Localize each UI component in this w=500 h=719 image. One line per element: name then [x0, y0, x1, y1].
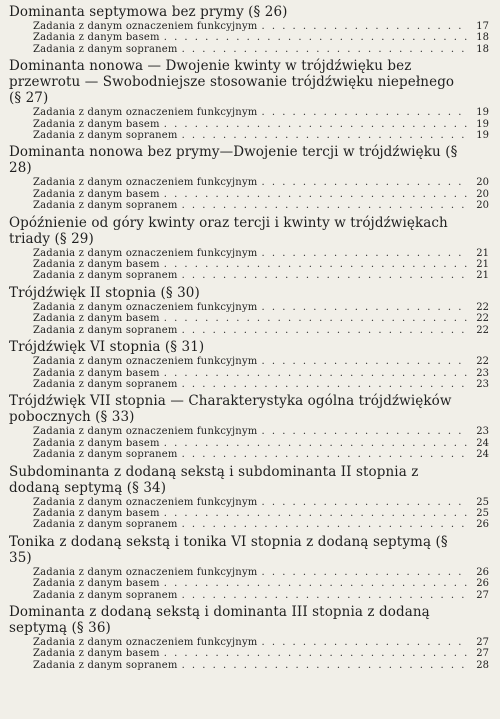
- entry-label: Zadania z danym sopranem: [33, 449, 178, 461]
- entry-list: [9, 567, 489, 601]
- toc-entry: [9, 368, 489, 379]
- toc-section: [9, 393, 489, 460]
- page-number: 22: [476, 356, 489, 368]
- dot-leader: [261, 21, 467, 32]
- toc-entry: [9, 567, 489, 578]
- dot-leader: [164, 648, 467, 659]
- toc-entry: [9, 32, 489, 43]
- toc-entry: [9, 302, 489, 313]
- entry-label: Zadania z danym basem: [33, 648, 160, 660]
- page-number: 23: [476, 378, 489, 390]
- dot-leader: [182, 200, 467, 211]
- page-number: 27: [476, 636, 489, 648]
- page-number: 20: [476, 177, 489, 189]
- page-number: 22: [476, 313, 489, 325]
- entry-label: Zadania z danym oznaczeniem funkcyjnym: [33, 107, 258, 119]
- entry-list: [9, 497, 489, 531]
- page-number: 20: [476, 200, 489, 212]
- toc-entry: [9, 438, 489, 449]
- toc-entry: [9, 189, 489, 200]
- toc-entry: [9, 259, 489, 270]
- page-number: 18: [476, 32, 489, 44]
- entry-label: Zadania z danym oznaczeniem funkcyjnym: [33, 21, 258, 32]
- entry-label: Zadania z danym basem: [33, 313, 160, 325]
- toc-entry: [9, 379, 489, 390]
- page-number: 24: [476, 437, 489, 449]
- entry-label: Zadania z danym oznaczeniem funkcyjnym: [33, 566, 258, 578]
- entry-label: Zadania z danym sopranem: [33, 324, 178, 336]
- page-number: 23: [476, 367, 489, 379]
- toc-section: [9, 144, 489, 211]
- dot-leader: [164, 508, 467, 519]
- page-number: 20: [476, 188, 489, 200]
- entry-list: [9, 637, 489, 671]
- section-title: Subdominanta z dodaną sekstą i subdominanta II stopnia z dodaną septymą (§ 34): [9, 463, 419, 496]
- dot-leader: [182, 325, 467, 336]
- page-number: 25: [476, 496, 489, 508]
- entry-list: [9, 107, 489, 141]
- section-title: Trójdźwięk VI stopnia (§ 31): [9, 339, 205, 356]
- entry-label: Zadania z danym sopranem: [33, 659, 178, 671]
- page-number: 21: [476, 247, 489, 259]
- section-title: Trójdźwięk VII stopnia — Charakterystyka ogólna trójdźwięków pobocznych (§ 33): [9, 393, 452, 426]
- toc-entry: [9, 119, 489, 130]
- toc-entry: [9, 578, 489, 589]
- page-number: 25: [476, 507, 489, 519]
- page-number: 26: [476, 519, 489, 531]
- dot-leader: [261, 177, 467, 188]
- entry-label: Zadania z danym oznaczeniem funkcyjnym: [33, 247, 258, 259]
- toc-entry: [9, 325, 489, 336]
- toc-entry: [9, 637, 489, 648]
- dot-leader: [182, 590, 467, 601]
- entry-label: Zadania z danym basem: [33, 118, 160, 130]
- dot-leader: [261, 107, 467, 118]
- page-number: 21: [476, 259, 489, 271]
- toc-entry: [9, 313, 489, 324]
- dot-leader: [261, 497, 467, 508]
- entry-label: Zadania z danym sopranem: [33, 519, 178, 531]
- toc-entry: [9, 44, 489, 55]
- entry-label: Zadania z danym sopranem: [33, 589, 178, 601]
- entry-label: Zadania z danym basem: [33, 578, 160, 590]
- dot-leader: [164, 368, 467, 379]
- entry-list: [9, 21, 489, 55]
- page-number: 23: [476, 426, 489, 438]
- toc-entry: [9, 356, 489, 367]
- page-number: 22: [476, 324, 489, 336]
- entry-label: Zadania z danym oznaczeniem funkcyjnym: [33, 356, 258, 368]
- entry-label: Zadania z danym sopranem: [33, 270, 178, 282]
- entry-list: [9, 426, 489, 460]
- table-of-contents: [9, 4, 489, 674]
- toc-entry: [9, 648, 489, 659]
- page-number: 19: [476, 118, 489, 130]
- toc-entry: [9, 449, 489, 460]
- dot-leader: [182, 270, 467, 281]
- dot-leader: [182, 130, 467, 141]
- entry-label: Zadania z danym sopranem: [33, 378, 178, 390]
- entry-label: Zadania z danym sopranem: [33, 200, 178, 212]
- page-number: 17: [476, 21, 489, 32]
- toc-entry: [9, 130, 489, 141]
- toc-entry: [9, 200, 489, 211]
- dot-leader: [261, 356, 467, 367]
- entry-list: [9, 177, 489, 211]
- entry-label: Zadania z danym basem: [33, 32, 160, 44]
- section-title: Dominanta nonowa bez prymy—Dwojenie tercji w trójdźwięku (§ 28): [9, 144, 458, 177]
- toc-entry: [9, 107, 489, 118]
- section-title: Dominanta z dodaną sekstą i dominanta III stopnia z dodaną septymą (§ 36): [9, 603, 430, 636]
- toc-section: [9, 4, 489, 55]
- entry-label: Zadania z danym basem: [33, 507, 160, 519]
- page-number: 24: [476, 449, 489, 461]
- dot-leader: [182, 519, 467, 530]
- toc-entry: [9, 508, 489, 519]
- entry-label: Zadania z danym oznaczeniem funkcyjnym: [33, 301, 258, 313]
- dot-leader: [182, 44, 467, 55]
- entry-label: Zadania z danym oznaczeniem funkcyjnym: [33, 177, 258, 189]
- dot-leader: [182, 449, 467, 460]
- page-number: 27: [476, 589, 489, 601]
- entry-label: Zadania z danym sopranem: [33, 130, 178, 142]
- toc-entry: [9, 270, 489, 281]
- entry-label: Zadania z danym basem: [33, 188, 160, 200]
- page-number: 21: [476, 270, 489, 282]
- entry-list: [9, 248, 489, 282]
- dot-leader: [261, 567, 467, 578]
- entry-list: [9, 356, 489, 390]
- toc-section: [9, 464, 489, 531]
- section-title: Tonika z dodaną sekstą i tonika VI stopnia z dodaną septymą (§ 35): [9, 533, 448, 566]
- dot-leader: [182, 379, 467, 390]
- toc-entry: [9, 519, 489, 530]
- toc-section: [9, 285, 489, 336]
- dot-leader: [261, 302, 467, 313]
- toc-entry: [9, 497, 489, 508]
- page-number: 27: [476, 648, 489, 660]
- toc-entry: [9, 177, 489, 188]
- toc-section: [9, 534, 489, 601]
- toc-entry: [9, 21, 489, 32]
- dot-leader: [164, 578, 467, 589]
- toc-entry: [9, 660, 489, 671]
- dot-leader: [261, 248, 467, 259]
- toc-entry: [9, 590, 489, 601]
- section-title: Dominanta septymowa bez prymy (§ 26): [9, 4, 288, 20]
- entry-label: Zadania z danym oznaczeniem funkcyjnym: [33, 496, 258, 508]
- dot-leader: [164, 32, 467, 43]
- section-title: Dominanta nonowa — Dwojenie kwinty w trójdźwięku bez przewrotu — Swobodniejsze stosowanie trójdźwięku niepełnego (§ 27): [9, 58, 455, 107]
- page-number: 26: [476, 566, 489, 578]
- dot-leader: [164, 259, 467, 270]
- page-number: 22: [476, 301, 489, 313]
- toc-entry: [9, 426, 489, 437]
- toc-section: [9, 604, 489, 671]
- section-title: Opóźnienie od góry kwinty oraz tercji i kwinty w trójdźwiękach triady (§ 29): [9, 214, 448, 247]
- dot-leader: [261, 426, 467, 437]
- dot-leader: [164, 313, 467, 324]
- dot-leader: [164, 189, 467, 200]
- dot-leader: [164, 438, 467, 449]
- entry-label: Zadania z danym oznaczeniem funkcyjnym: [33, 636, 258, 648]
- toc-entry: [9, 248, 489, 259]
- page-number: 26: [476, 578, 489, 590]
- toc-section: [9, 339, 489, 390]
- toc-section: [9, 215, 489, 282]
- entry-label: Zadania z danym sopranem: [33, 43, 178, 55]
- dot-leader: [182, 660, 467, 671]
- toc-section: [9, 58, 489, 141]
- page-number: 19: [476, 130, 489, 142]
- entry-label: Zadania z danym basem: [33, 437, 160, 449]
- entry-label: Zadania z danym basem: [33, 367, 160, 379]
- page-number: 19: [476, 107, 489, 119]
- entry-list: [9, 302, 489, 336]
- section-title: Trójdźwięk II stopnia (§ 30): [9, 284, 200, 301]
- page-number: 28: [476, 659, 489, 671]
- dot-leader: [261, 637, 467, 648]
- page-number: 18: [476, 43, 489, 55]
- dot-leader: [164, 119, 467, 130]
- entry-label: Zadania z danym oznaczeniem funkcyjnym: [33, 426, 258, 438]
- entry-label: Zadania z danym basem: [33, 259, 160, 271]
